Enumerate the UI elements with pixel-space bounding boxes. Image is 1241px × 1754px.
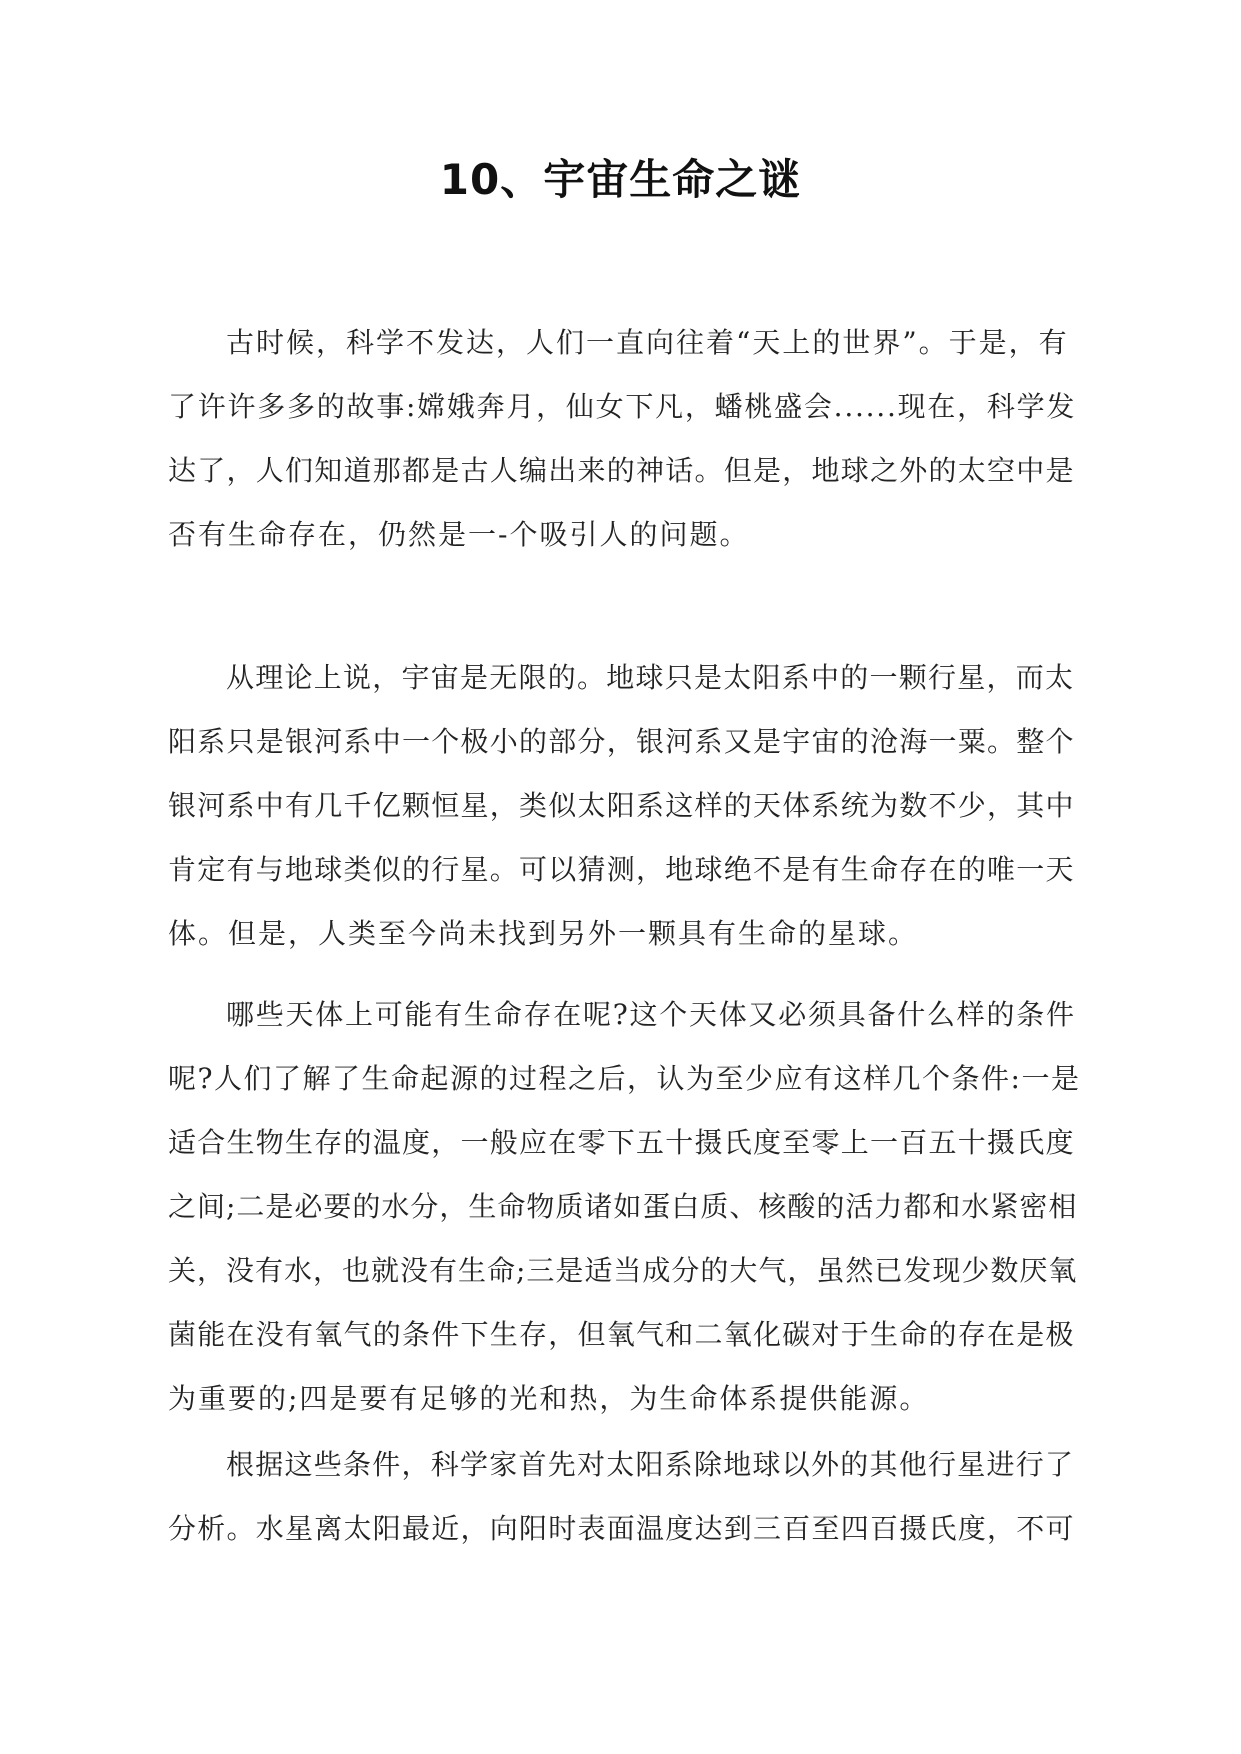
- paragraph-line: 否有生命存在，仍然是一-个吸引人的问题。: [168, 518, 750, 551]
- paragraph-line: 关，没有水，也就没有生命;三是适当成分的大气，虽然已发现少数厌氧: [168, 1254, 1078, 1287]
- page-title: 10、宇宙生命之谜: [439, 155, 802, 204]
- paragraph-line: 根据这些条件，科学家首先对太阳系除地球以外的其他行星进行了: [226, 1448, 1075, 1481]
- paragraph-4: [168, 1433, 1080, 1561]
- paragraph-line: 肯定有与地球类似的行星。可以猜测，地球绝不是有生命存在的唯一天: [168, 853, 1075, 886]
- paragraph-line: 为重要的;四是要有足够的光和热，为生命体系提供能源。: [168, 1382, 930, 1415]
- paragraph-line: 分析。水星离太阳最近，向阳时表面温度达到三百至四百摄氏度，不可: [168, 1512, 1075, 1545]
- paragraph-line: 呢?人们了解了生命起源的过程之后，认为至少应有这样几个条件:一是: [168, 1062, 1081, 1095]
- paragraph-line: 古时候，科学不发达，人们一直向往着“天上的世界”。于是，有: [226, 326, 1069, 359]
- paragraph-2: [168, 646, 1080, 966]
- paragraph-line: 适合生物生存的温度，一般应在零下五十摄氏度至零上一百五十摄氏度: [168, 1126, 1075, 1159]
- paragraph-line: 达了，人们知道那都是古人编出来的神话。但是，地球之外的太空中是: [168, 454, 1075, 487]
- paragraph-line: 从理论上说，宇宙是无限的。地球只是太阳系中的一颗行星，而太: [226, 661, 1075, 694]
- paragraph-line: 阳系只是银河系中一个极小的部分，银河系又是宇宙的沧海一粟。整个: [168, 725, 1075, 758]
- paragraph-1: [168, 311, 1080, 567]
- paragraph-line: 之间;二是必要的水分，生命物质诸如蛋白质、核酸的活力都和水紧密相: [168, 1190, 1078, 1223]
- paragraph-line: 体。但是，人类至今尚未找到另外一颗具有生命的星球。: [168, 917, 919, 950]
- paragraph-line: 银河系中有几千亿颗恒星，类似太阳系这样的天体系统为数不少，其中: [168, 789, 1075, 822]
- paragraph-line: 菌能在没有氧气的条件下生存，但氧气和二氧化碳对于生命的存在是极: [168, 1318, 1075, 1351]
- paragraph-3: [168, 983, 1080, 1431]
- paragraph-line: 哪些天体上可能有生命存在呢?这个天体又必须具备什么样的条件: [226, 998, 1076, 1031]
- paragraph-line: 了许许多多的故事:嫦娥奔月，仙女下凡，蟠桃盛会......现在，科学发: [168, 390, 1077, 423]
